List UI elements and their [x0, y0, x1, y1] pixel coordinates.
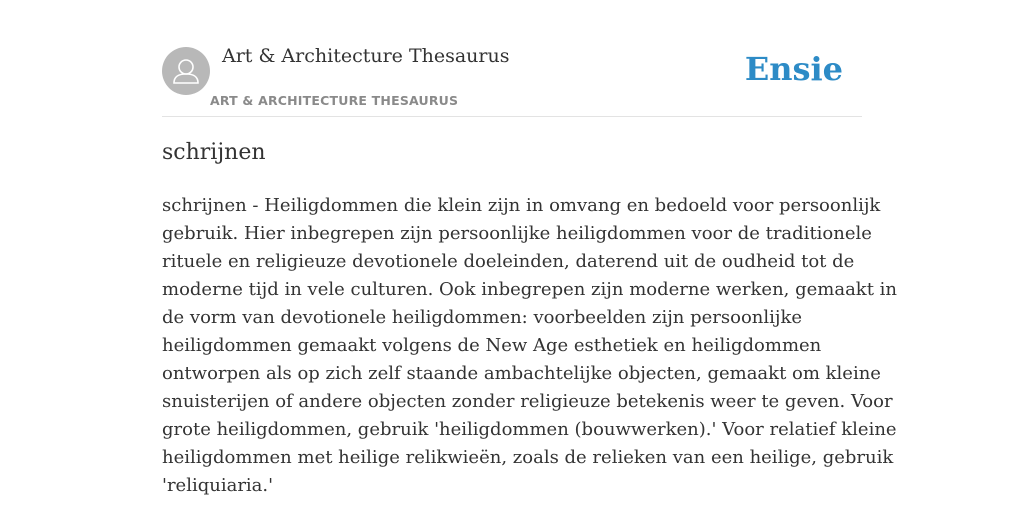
brand-logo-link[interactable]: Ensie [744, 50, 843, 88]
definition-line: gebruik. Hier inbegrepen zijn persoonlijke heiligdommen voor de traditionele [162, 223, 872, 244]
source-title[interactable]: Art & Architecture Thesaurus [222, 45, 510, 67]
definition-line: moderne tijd in vele culturen. Ook inbegrepen zijn moderne werken, gemaakt in [162, 279, 898, 300]
definition-text [162, 192, 898, 500]
definition-line: de vorm van devotionele heiligdommen: voorbeelden zijn persoonlijke [162, 307, 803, 328]
definition-line: schrijnen - Heiligdommen die klein zijn in omvang en bedoeld voor persoonlijk [162, 195, 881, 216]
page-title: schrijnen [162, 140, 266, 165]
user-icon [162, 47, 210, 95]
definition-line: snuisterijen of andere objecten zonder religieuze betekenis weer te geven. Voor [162, 391, 893, 412]
avatar[interactable] [162, 47, 210, 95]
definition-line: ontworpen als op zich zelf staande ambachtelijke objecten, gemaakt om kleine [162, 363, 881, 384]
definition-line: heiligdommen gemaakt volgens de New Age esthetiek en heiligdommen [162, 335, 822, 356]
definition-line: heiligdommen met heilige relikwieën, zoals de relieken van een heilige, gebruik [162, 447, 894, 468]
definition-line: 'reliquiaria.' [162, 475, 274, 496]
definition-line: grote heiligdommen, gebruik 'heiligdommen (bouwwerken).' Voor relatief kleine [162, 419, 897, 440]
source-subtitle[interactable]: ART & ARCHITECTURE THESAURUS [210, 93, 459, 108]
definition-line: rituele en religieuze devotionele doeleinden, daterend uit de oudheid tot de [162, 251, 855, 272]
header [162, 0, 862, 117]
